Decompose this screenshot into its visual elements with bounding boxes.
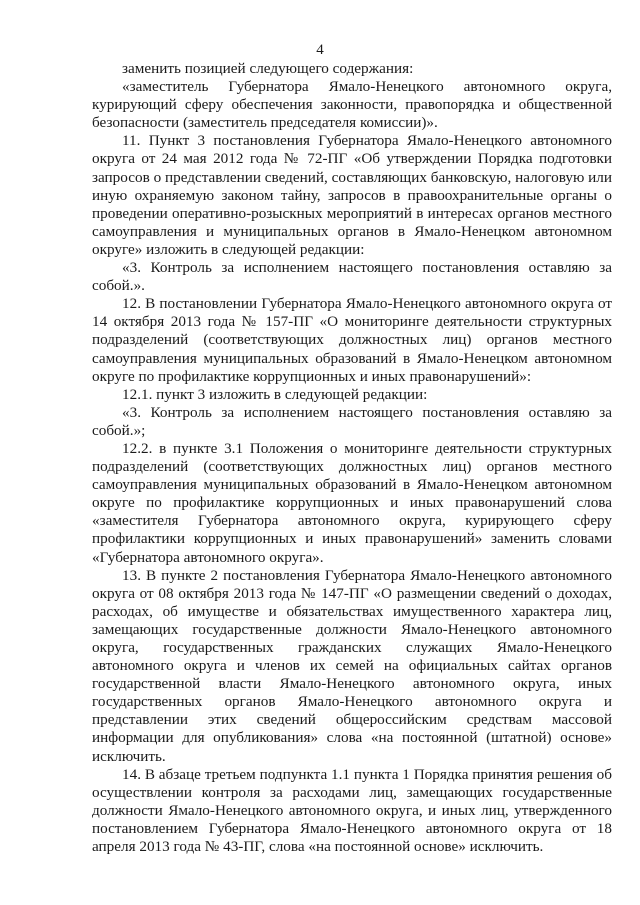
paragraph-quote-deputy: «заместитель Губернатора Ямало-Ненецкого автономного округа, курирующий сферу обеспечения законности, правопорядка и общественной безопасности (заместитель председателя комиссии)». [92,78,612,132]
paragraph-intro: заменить позицией следующего содержания: [122,60,414,77]
paragraph-item-13: 13. В пункте 2 постановления Губернатора Ямало-Ненецкого автономного округа от 08 октября 2013 года № 147-ПГ «О размещении сведений о доходах, расходах, об имуществе и обязательствах имущественного характера лиц, замещающих государственные должности Ямало-Ненецкого автономного округа, государственных гражданских служащих Ямало-Ненецкого автономного округа и членов их семей на официальных сайтах органов государственной власти Ямало-Ненецкого автономного округа, иных государственных органов Ямало-Ненецкого автономного округа и представлении этих сведений общероссийским средствам массовой информации для опубликования» слова «на постоянной (штатной) основе» исключить. [92,566,612,765]
document-body [92,60,612,856]
paragraph-item-14: 14. В абзаце третьем подпункта 1.1 пункта 1 Порядка принятия решения об осуществлении контроля за расходами лиц, замещающих государственные должности Ямало-Ненецкого автономного округа, и иных лиц, утвержденного постановлением Губернатора Ямало-Ненецкого автономного округа от 18 апреля 2013 года № 43-ПГ, слова «на постоянной основе» исключить. [92,765,612,856]
paragraph-item-12-2: 12.2. в пункте 3.1 Положения о мониторинге деятельности структурных подразделений (соответствующих должностных лиц) органов местного самоуправления муниципальных образований в Ямало-Ненецком автономном округе по профилактике коррупционных и иных правонарушений слова «заместителя Губернатора автономного округа, курирующего сферу профилактики коррупционных и иных правонарушений» заменить словами «Губернатора автономного округа». [92,439,612,566]
paragraph-item-12-1: 12.1. пункт 3 изложить в следующей редакции: [122,385,428,403]
paragraph-quote-control-1: «3. Контроль за исполнением настоящего постановления оставляю за собой.». [92,259,612,295]
paragraph-quote-control-2: «3. Контроль за исполнением настоящего постановления оставляю за собой.»; [92,403,612,439]
page-number: 4 [316,42,324,58]
paragraph-item-11: 11. Пункт 3 постановления Губернатора Ямало-Ненецкого автономного округа от 24 мая 2012 года № 72-ПГ «Об утверждении Порядка подготовки запросов о представлении сведений, составляющих банковскую, налоговую или иную охраняемую законом тайну, запросов в правоохранительные органы о проведении оперативно-розыскных мероприятий в интересах органов местного самоуправления и муниципальных органов в Ямало-Ненецком автономном округе» изложить в следующей редакции: [92,132,612,258]
paragraph-item-12: 12. В постановлении Губернатора Ямало-Ненецкого автономного округа от 14 октября 2013 года № 157-ПГ «О мониторинге деятельности структурных подразделений (соответствующих должностных лиц) органов местного самоуправления муниципальных образований в Ямало-Ненецком автономном округе по профилактике коррупционных и иных правонарушений»: [92,295,612,385]
